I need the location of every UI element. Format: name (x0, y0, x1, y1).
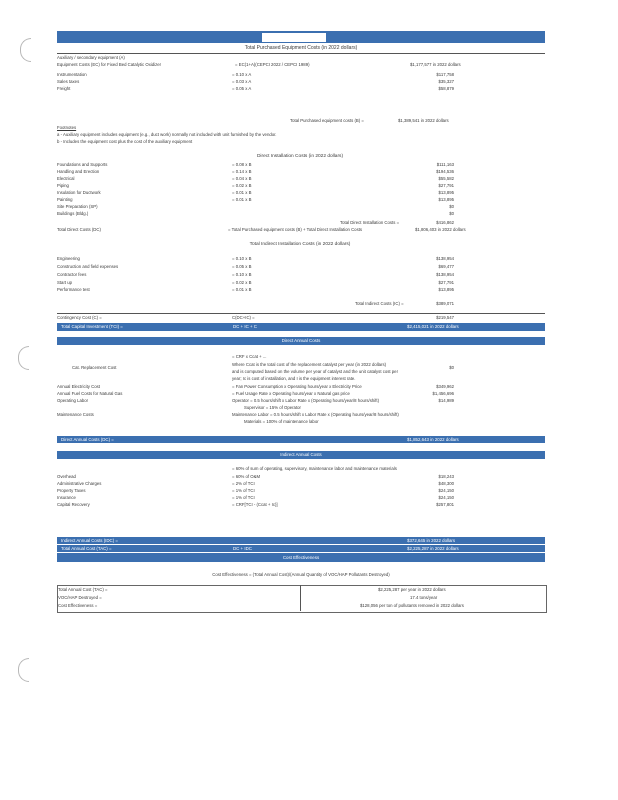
iac-bar (57, 537, 545, 544)
direct-total-label: Total Direct Installation Costs = (340, 220, 400, 225)
direct-row-formula: = 0.01 x B (232, 197, 252, 202)
scan-mark-bottom (18, 658, 29, 682)
dac-bar (57, 436, 545, 443)
dac-label: Direct Annual Costs (DC) = (61, 436, 114, 442)
direct-title: Direct Installation Costs (in 2022 dollars) (256, 154, 344, 159)
summary-row-label: VOC/HAP Destroyed = (58, 595, 102, 600)
purchased-total-value: $1,389,541 in 2022 dollars (398, 118, 449, 123)
purchased-row-label: Freight (57, 86, 71, 91)
tci-bar (57, 323, 545, 331)
annual-row-value: $349,962 (436, 384, 454, 389)
indirect-annual-row-formula: = 1% of TCI (232, 488, 255, 493)
cost-effectiveness-formula: Cost Effectiveness = (Total Annual Cost)/(Annual Quantity of VOC/HAP Pollutants Destroyed) (212, 572, 390, 577)
indirect-annual-row-value: $24,150 (438, 495, 454, 500)
direct-row-label: Electrical (57, 176, 75, 181)
indirect-row-formula: = 0.01 x B (232, 287, 252, 292)
purchased-row-value: $117,758 (436, 72, 454, 77)
equipment-label: Equipment Costs (EC) for Fixed Bed Catalytic Oxidizer (57, 62, 162, 67)
indirect-annual-row-formula: = CRF[TCI - (Ccat + Ic)] (232, 502, 278, 507)
direct-row-label: Handling and Erection (57, 169, 100, 174)
tdc-value: $1,806,403 in 2022 dollars (415, 227, 466, 232)
indirect-total-value: $389,071 (436, 301, 454, 306)
direct-row-value: $111,163 (436, 162, 454, 167)
annual-row-label: Operating Labor (57, 398, 89, 403)
indirect-annual-row-value: $24,150 (438, 488, 454, 493)
cost-effectiveness-bar-label: Cost Effectiveness (282, 554, 320, 560)
direct-row-value: $0 (449, 211, 454, 216)
annual-row-line: = Fan Power Consumption x Operating hours/year x Electricity Price (232, 384, 362, 389)
indirect-annual-row-value: $257,801 (436, 502, 454, 507)
indirect-annual-bar-label: Indirect Annual Costs (280, 452, 322, 457)
indirect-row-label: Performance test (57, 287, 90, 292)
indirect-row-value: $13,895 (438, 287, 454, 292)
purchased-title: Total Purchased Equipment Costs (in 2022 dollars) (244, 45, 358, 51)
direct-row-value: $13,895 (438, 190, 454, 195)
purchased-row-value: $58,879 (438, 86, 454, 91)
indirect-annual-row-label: Property Taxes (57, 488, 86, 493)
scan-mark-top (20, 38, 31, 62)
indirect-row-label: Start up (57, 280, 73, 285)
indirect-row-label: Engineering (57, 256, 80, 261)
tac-value: $2,225,287 in 2022 dollars (407, 545, 459, 551)
tac-formula: DC + IDC (233, 545, 252, 551)
indirect-annual-row-formula: = 1% of TCI (232, 495, 255, 500)
indirect-annual-row-label: Insurance (57, 495, 76, 500)
direct-row-value: $13,895 (438, 197, 454, 202)
annual-row-label: Maintenance Costs (57, 412, 94, 417)
summary-row-value: 17.4 tons/year (410, 595, 438, 600)
indirect-row-value: $138,954 (436, 256, 454, 261)
indirect-row-value: $69,477 (438, 264, 454, 269)
indirect-title: Total Indirect Installation Costs (in 2022 dollars) (249, 242, 351, 247)
annual-row-line: Materials = 100% of maintenance labor (244, 419, 319, 424)
tac-label: Total Annual Cost (TAC) = (61, 545, 112, 551)
direct-row-label: Painting (57, 197, 73, 202)
direct-row-formula: = 0.14 x B (232, 169, 252, 174)
footnotes-heading: Footnotes (57, 125, 77, 130)
direct-row-value: $0 (449, 204, 454, 209)
footnote-b: b - Includes the equipment cost plus the cost of the auxiliary equipment (57, 139, 193, 144)
indirect-annual-row-formula: = 60% of O&M (232, 474, 261, 479)
indirect-annual-intro: = 60% of sum of operating, supervisory, maintenance labor and maintenance materials (232, 466, 397, 471)
contingency-value: $219,547 (436, 315, 454, 320)
direct-row-label: Insulation for Ductwork (57, 190, 101, 195)
direct-row-value: $27,791 (438, 183, 454, 188)
annual-row-line: Supervisor = 15% of Operator (244, 405, 301, 410)
purchased-row-formula: = 0.10 x A (232, 72, 252, 77)
annual-row-value: $1,456,696 (432, 391, 454, 396)
purchased-row-value: $35,327 (438, 79, 454, 84)
indirect-annual-row-label: Administrative Charges (57, 481, 102, 486)
summary-row-value: $2,225,287 per year in 2022 dollars (378, 587, 446, 592)
tci-label: Total Capital Investment (TCI) = (61, 324, 123, 329)
direct-row-value: $194,536 (436, 169, 454, 174)
equipment-value: $1,177,577 in 2022 dollars (410, 62, 461, 67)
indirect-row-label: Construction and field expenses (57, 264, 119, 269)
tci-value: $2,415,021 in 2022 dollars (407, 324, 459, 329)
direct-row-formula: = 0.08 x B (232, 162, 252, 167)
direct-row-label: Foundations and Supports (57, 162, 108, 167)
summary-row-value: $128,056 per ton of pollutants removed in 2022 dollars (360, 603, 464, 608)
annual-row-value: $0 (449, 365, 454, 370)
purchased-title-rule (57, 53, 545, 54)
annual-row-line: Where Ccat is the total cost of the replacement catalyst per year (in 2022 dollars) (232, 362, 387, 367)
annual-bar-label: Direct Annual Costs (281, 338, 321, 343)
annual-formula-top: = CRF x Ccat + ... (232, 354, 267, 359)
annual-row-line: Maintenance Labor = 0.5 hours/shift x Labor Rate x (Operating hours/year/8 hours/shift) (232, 412, 399, 417)
indirect-row-formula: = 0.10 x B (232, 272, 252, 277)
cost-effectiveness-summary (57, 585, 547, 613)
auxiliary-label: Auxiliary / secondary equipment (A) (57, 55, 125, 60)
annual-row-label: Annual Fuel Costs for Natural Gas (57, 391, 123, 396)
iac-label: Indirect Annual Costs (IDC) = (61, 537, 118, 543)
purchased-row-label: Sales taxes (57, 79, 80, 84)
scan-mark-middle (18, 346, 29, 370)
direct-row-formula: = 0.01 x B (232, 190, 252, 195)
direct-row-formula: = 0.04 x B (232, 176, 252, 181)
indirect-row-value: $138,954 (436, 272, 454, 277)
annual-row-line: = Fuel Usage Rate x Operating hours/year x Natural gas price (232, 391, 350, 396)
indirect-annual-row-label: Capital Recovery (57, 502, 90, 507)
purchased-total-label: Total Purchased equipment costs (B) = (290, 118, 364, 123)
direct-row-label: Buildings (Bldg.) (57, 211, 89, 216)
indirect-annual-row-formula: = 2% of TCI (232, 481, 255, 486)
annual-row-line: Operator = 0.5 hours/shift x Labor Rate x (Operating hours/year/8 hours/shift) (232, 398, 380, 403)
contingency-rule (57, 313, 545, 314)
direct-total-value: $416,862 (436, 220, 454, 225)
tac-bar (57, 545, 545, 552)
contingency-label: Contingency Cost (C) = (57, 315, 102, 320)
indirect-total-label: Total Indirect Costs (IC) = (355, 301, 404, 306)
dac-value: $1,852,643 in 2022 dollars (407, 436, 459, 442)
tdc-label: Total Direct Costs (DC) (57, 227, 101, 232)
summary-row-label: Total Annual Cost (TAC) = (58, 587, 108, 592)
annual-row-label: Annual Electricity Cost (57, 384, 100, 389)
tci-formula: DC + IC + C (233, 324, 257, 329)
purchased-row-formula: = 0.03 x A (232, 79, 252, 84)
annual-bar (57, 337, 545, 345)
purchased-row-label: Instrumentation (57, 72, 87, 77)
direct-row-formula: = 0.02 x B (232, 183, 252, 188)
indirect-row-value: $27,791 (438, 280, 454, 285)
summary-divider (300, 585, 301, 611)
contingency-formula: C(DC+IC) = (232, 315, 255, 320)
direct-row-value: $55,582 (438, 176, 454, 181)
indirect-annual-row-value: $18,243 (438, 474, 454, 479)
indirect-row-formula: = 0.10 x B (232, 256, 252, 261)
indirect-row-label: Contractor fees (57, 272, 87, 277)
indirect-row-formula: = 0.02 x B (232, 280, 252, 285)
iac-value: $372,645 in 2022 dollars (407, 537, 456, 543)
annual-row-line: year; Ic is cost of installation, and I is the equipment interest rate. (232, 376, 356, 381)
direct-row-label: Piping (57, 183, 69, 188)
direct-row-label: Site Preparation (SP) (57, 204, 98, 209)
annual-row-value: $14,989 (438, 398, 454, 403)
annual-row-line: and is computed based on the volume per year of catalyst and the unit catalyst cost per (232, 369, 399, 374)
header-bar-box (262, 33, 326, 42)
purchased-row-formula: = 0.05 x A (232, 86, 252, 91)
indirect-row-formula: = 0.05 x B (232, 264, 252, 269)
summary-row-label: Cost Effectiveness = (58, 603, 98, 608)
footnote-a: a - Auxiliary equipment includes equipment (e.g., duct work) normally not included with unit furnished by the vendor. (57, 132, 277, 137)
cost-effectiveness-bar (57, 553, 545, 562)
equipment-formula: = EC(1+A)(CEPCI 2022 / CEPCI 1989) (235, 62, 310, 67)
annual-row-label: Cat. Replacement Cost (72, 365, 117, 370)
header-bar (57, 31, 545, 43)
indirect-annual-row-label: Overhead (57, 474, 76, 479)
indirect-annual-bar (57, 451, 545, 459)
tdc-formula: = Total Purchased equipment costs (B) + Total Direct Installation Costs (228, 227, 363, 232)
indirect-annual-row-value: $48,300 (438, 481, 454, 486)
